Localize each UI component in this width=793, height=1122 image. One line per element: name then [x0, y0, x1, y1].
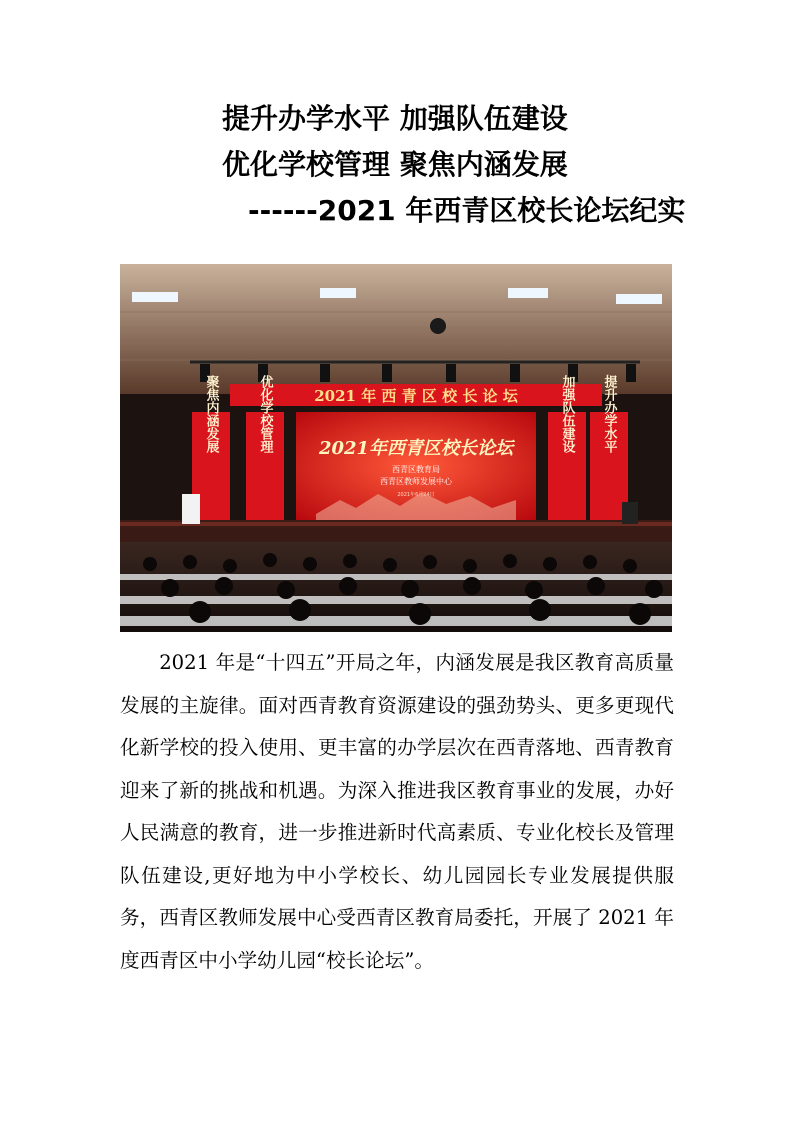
screen-title-text: 2021年西青区校长论坛 [318, 438, 514, 459]
title-line-3: ------2021 年西青区校长论坛纪实 [248, 194, 686, 227]
title-line-2: 优化学校管理 聚焦内涵发展 [222, 148, 568, 181]
panel-left-outer-text: 聚焦内涵发展 [203, 375, 219, 453]
title-line-1: 提升办学水平 加强队伍建设 [222, 102, 568, 135]
panel-right-outer-text: 提升办学水平 [601, 375, 617, 453]
screen-date-text: 2021年6月24日 [397, 492, 435, 498]
banner-top-text: 2021 年 西 青 区 校 长 论 坛 [314, 387, 518, 405]
panel-left-inner-text: 优化学校管理 [257, 375, 273, 453]
screen-org2-text: 西青区教师发展中心 [380, 477, 452, 486]
intro-paragraph: 2021 年是“十四五”开局之年，内涵发展是我区教育高质量发展的主旋律。面对西青教育资源建设的强劲势头、更多更现代化新学校的投入使用、更丰富的办学层次在西青落地、西青教育迎来了新的挑战和机遇。为深入推进我区教育事业的发展，办好人民满意的教育，进一步推进新时代高素质、专业化校长及管理队伍建设,更好地为中小学校长、幼儿园园长专业发展提供服务，西青区教师发展中心受西青区教育局委托，开展了 2021 年度西青区中小学幼儿园“校长论坛”。 [120, 651, 674, 972]
panel-right-inner-text: 加强队伍建设 [559, 375, 575, 453]
screen-org1-text: 西青区教育局 [392, 465, 440, 474]
forum-stage-photo [120, 264, 672, 632]
